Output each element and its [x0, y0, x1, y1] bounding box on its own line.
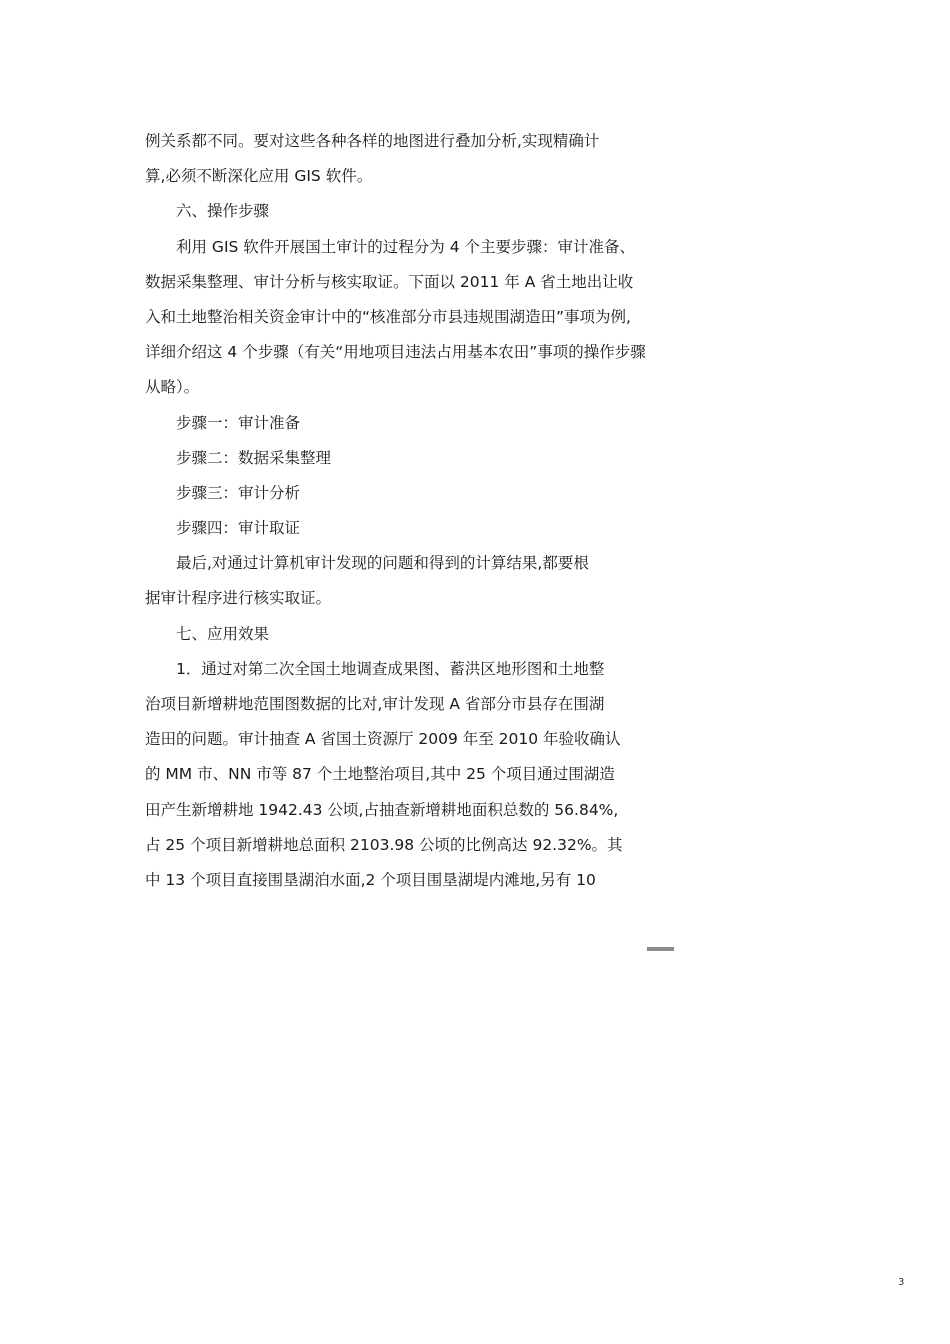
page-divider — [647, 947, 674, 951]
text-line: 数据采集整理、审计分析与核实取证。下面以 2011 年 A 省土地出让收 — [145, 272, 634, 291]
text-line: 田产生新增耕地 1942.43 公顷,占抽查新增耕地面积总数的 56.84%, — [145, 800, 619, 819]
step-item: 步骤四：审计取证 — [176, 519, 301, 538]
text-line: 利用 GIS 软件开展国土审计的过程分为 4 个主要步骤：审计准备、 — [176, 237, 635, 256]
page-number: 3 — [898, 1277, 905, 1288]
body-text — [145, 124, 645, 898]
text-line: 据审计程序进行核实取证。 — [145, 589, 332, 608]
section-heading: 六、操作步骤 — [176, 202, 270, 221]
step-item: 步骤二：数据采集整理 — [176, 448, 332, 467]
text-line: 中 13 个项目直接围垦湖泊水面,2 个项目围垦湖堤内滩地,另有 10 — [145, 870, 596, 889]
text-line: 算,必须不断深化应用 GIS 软件。 — [145, 167, 373, 186]
text-line: 入和土地整治相关资金审计中的“核准部分市县违规围湖造田”事项为例, — [145, 307, 631, 326]
step-item: 步骤一：审计准备 — [176, 413, 301, 432]
text-line: 占 25 个项目新增耕地总面积 2103.98 公顷的比例高达 92.32%。其 — [145, 835, 623, 854]
text-line: 治项目新增耕地范围图数据的比对,审计发现 A 省部分市县存在围湖 — [145, 695, 605, 713]
section-heading: 七、应用效果 — [176, 624, 270, 643]
text-line: 造田的问题。审计抽查 A 省国土资源厅 2009 年至 2010 年验收确认 — [145, 730, 621, 749]
text-line: 1．通过对第二次全国土地调查成果图、蓄洪区地形图和土地整 — [176, 659, 605, 678]
text-line: 最后,对通过计算机审计发现的问题和得到的计算结果,都要根 — [176, 554, 589, 573]
text-line: 的 MM 市、NN 市等 87 个土地整治项目,其中 25 个项目通过围湖造 — [145, 765, 615, 784]
step-item: 步骤三：审计分析 — [176, 483, 301, 502]
text-line: 详细介绍这 4 个步骤（有关“用地项目违法占用基本农田”事项的操作步骤 — [145, 343, 646, 362]
text-line: 例关系都不同。要对这些各种各样的地图进行叠加分析,实现精确计 — [145, 132, 600, 150]
text-line: 从略）。 — [145, 378, 200, 397]
